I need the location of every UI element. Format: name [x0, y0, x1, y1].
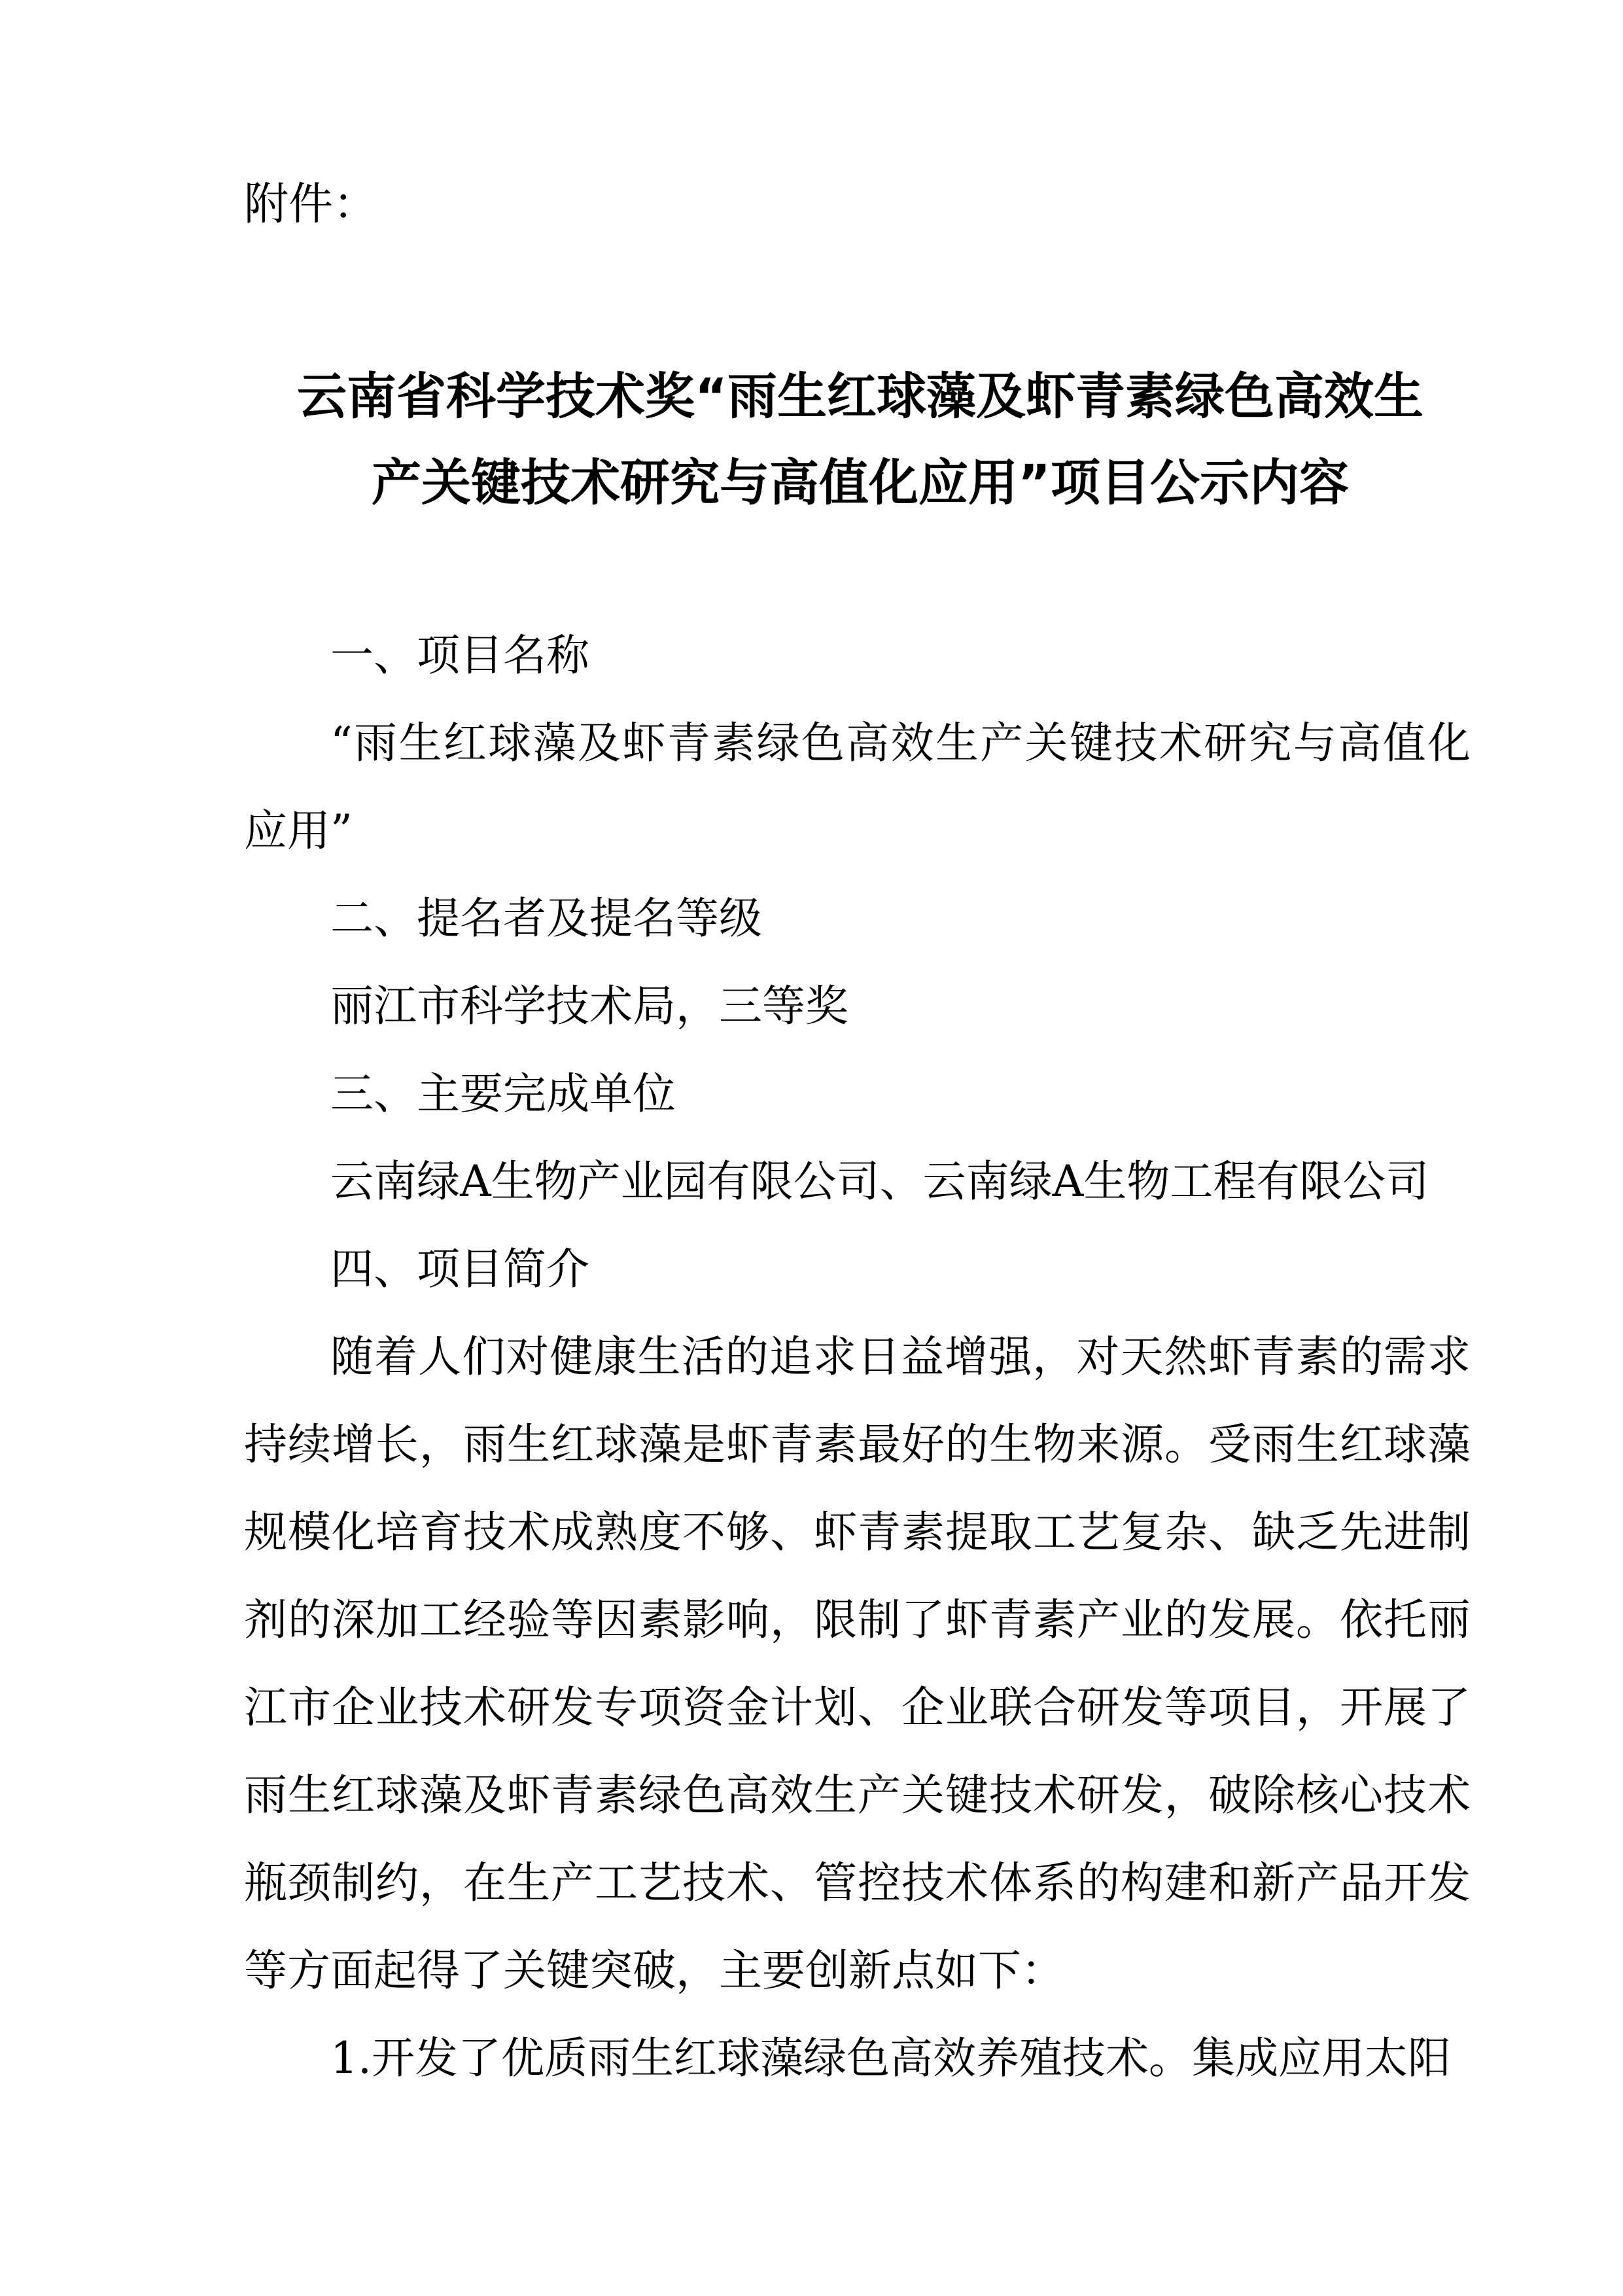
- title-line-2: 产关键技术研究与高值化应用”项目公示内容: [372, 453, 1349, 512]
- section-heading-project-name: 一、项目名称: [330, 630, 589, 680]
- nominator-text: 丽江市科学技术局，三等奖: [330, 981, 848, 1031]
- attachment-label: 附件：: [244, 179, 378, 230]
- document-body: [244, 612, 1471, 2102]
- summary-paragraph: 随着人们对健康生活的追求日益增强，对天然虾青素的需求持续增长，雨生红球藻是虾青素最好的生物来源。受雨生红球藻规模化培育技术成熟度不够、虾青素提取工艺复杂、缺乏先进制剂的深加工经验等因素影响，限制了虾青素产业的发展。依托丽江市企业技术研发专项资金计划、企业联合研发等项目，开展了雨生红球藻及虾青素绿色高效生产关键技术研发，破除核心技术瓶颈制约，在生产工艺技术、管控技术体系的构建和新产品开发等方面起得了关键突破，主要创新点如下：: [244, 1332, 1471, 1996]
- section-heading-nominator: 二、提名者及提名等级: [330, 893, 762, 944]
- section-heading-units: 三、主要完成单位: [330, 1069, 676, 1119]
- title-line-1: 云南省科学技术奖“雨生红球藻及虾青素绿色高效生: [297, 367, 1423, 425]
- innovation-point-1: 1.开发了优质雨生红球藻绿色高效养殖技术。集成应用太阳: [330, 2033, 1451, 2083]
- project-name-text: “雨生红球藻及虾青素绿色高效生产关键技术研究与高值化应用”: [244, 718, 1471, 856]
- document-title: [249, 353, 1472, 526]
- units-text: 云南绿A生物产业园有限公司、云南绿A生物工程有限公司: [330, 1156, 1429, 1207]
- section-heading-summary: 四、项目简介: [330, 1244, 589, 1294]
